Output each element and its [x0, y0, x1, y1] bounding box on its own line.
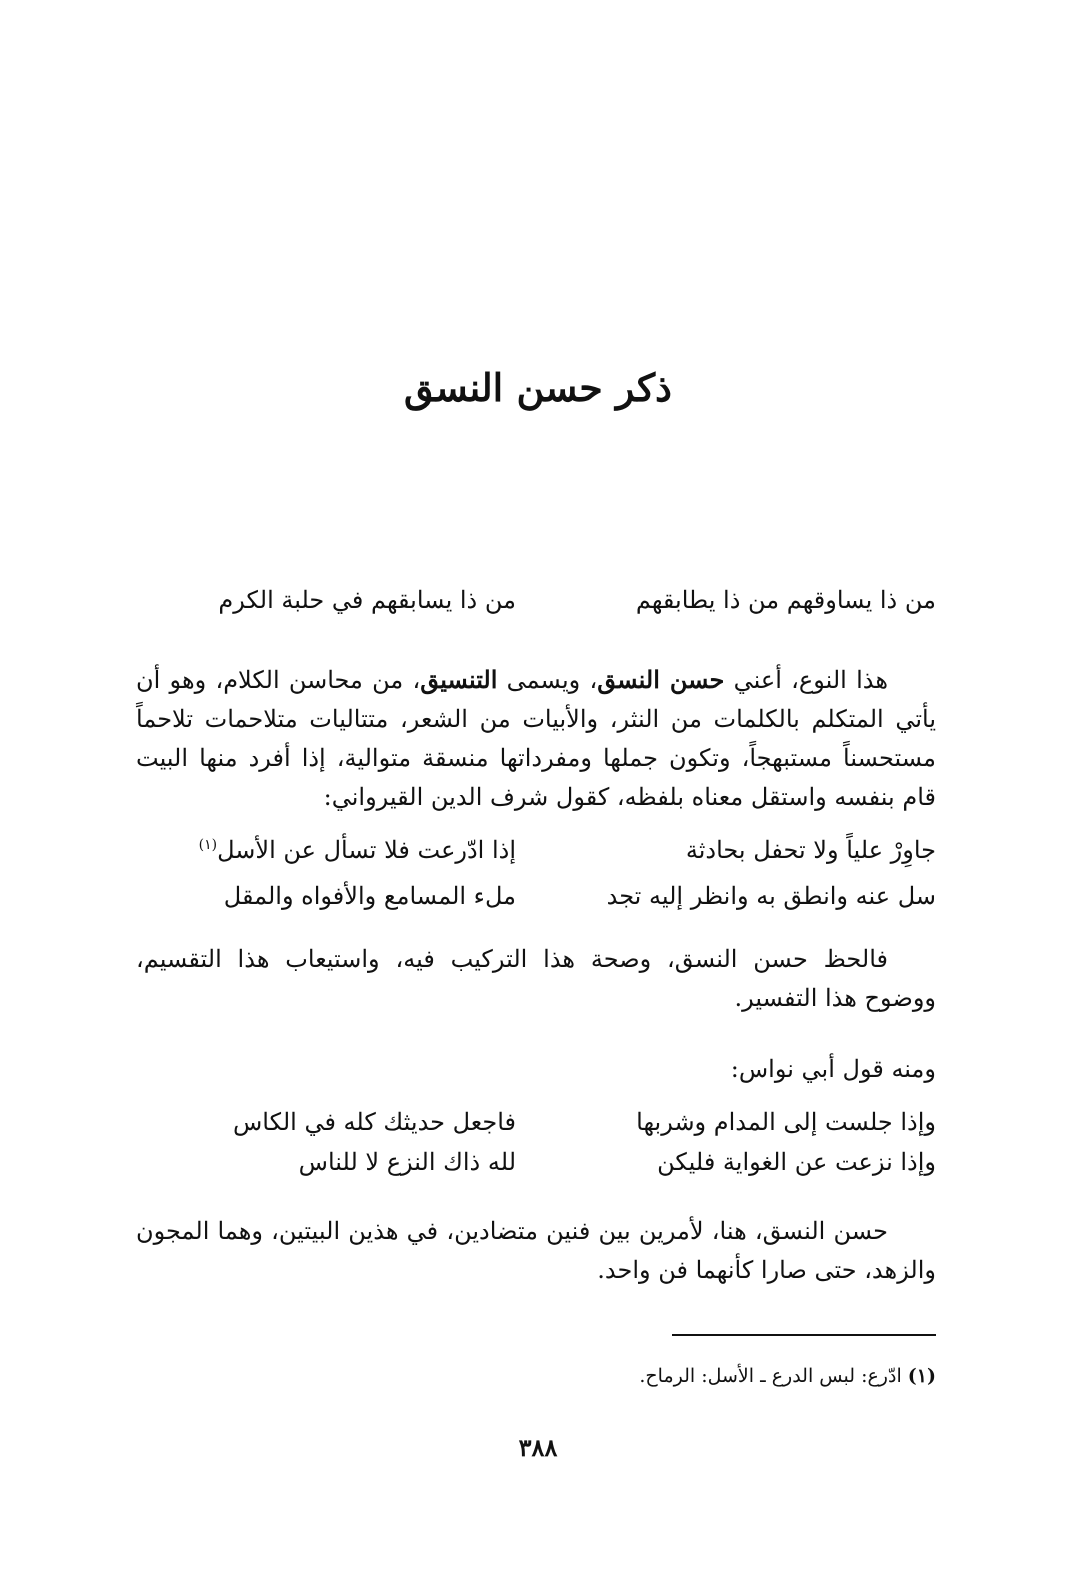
paragraph-2-text: فالحظ حسن النسق، وصحة هذا التركيب فيه، واستيعاب هذا التقسيم، ووضوح هذا التفسير. — [136, 945, 936, 1012]
term-husn-al-nasaq: حسن النسق — [597, 665, 725, 694]
footnote — [136, 1360, 936, 1392]
footnote-text: ادّرع: لبس الدرع ـ الأسل: الرماح. — [639, 1365, 902, 1387]
footnote-marker: (١) — [907, 1365, 936, 1387]
paragraph-4 — [136, 1212, 936, 1290]
verse-first-hemistich: وإذا جلست إلى المدام وشربها — [636, 1108, 936, 1136]
page-title: ذكر حسن النسق — [404, 365, 672, 410]
verse-second-hemistich: فاجعل حديثك كله في الكاس — [232, 1108, 516, 1136]
footnote-reference[interactable]: (١) — [198, 837, 218, 853]
verse-first-hemistich: وإذا نزعت عن الغواية فليكن — [657, 1148, 936, 1176]
paragraph-4-text: حسن النسق، هنا، لأمرين بين فنين متضادين، في هذين البيتين، وهما المجون والزهد، حتى صارا كأنهما فن واحد. — [136, 1217, 936, 1284]
poem-1-verse-2 — [136, 874, 936, 918]
poem-2-verse-1 — [136, 1100, 936, 1144]
verse-second-hemistich: لله ذاك النزع لا للناس — [298, 1148, 516, 1176]
verse-intro — [136, 578, 936, 622]
paragraph-1-part-1: هذا النوع، أعني — [724, 666, 888, 694]
verse-second-hemistich: ملء المسامع والأفواه والمقل — [223, 882, 516, 910]
paragraph-1-part-3: ، من محاسن الكلام، وهو أن يأتي المتكلم بالكلمات من النثر، والأبيات من الشعر، متتاليات متلاحمات تلاحماً مستحسناً مستبهجاً، وتكون جملها ومفرداتها منسقة متوالية، إذا أفرد منها البيت قام بنفسه واستقل معناه بلفظه، كقول شرف الدين القيرواني: — [136, 666, 936, 811]
paragraph-1-part-2: ، ويسمى — [497, 666, 598, 694]
paragraph-2 — [136, 940, 936, 1018]
paragraph-1 — [136, 660, 936, 817]
verse-second-hemistich: من ذا يسابقهم في حلبة الكرم — [218, 586, 516, 614]
verse-first-hemistich: سل عنه وانطق به وانظر إليه تجد — [606, 882, 936, 910]
verse-first-hemistich: من ذا يساوقهم من ذا يطابقهم — [635, 586, 936, 614]
verse-second-hemistich — [136, 828, 516, 872]
page-number: ٣٨٨ — [518, 1433, 558, 1462]
term-tansiq: التنسيق — [420, 665, 498, 694]
paragraph-3: ومنه قول أبي نواس: — [730, 1055, 936, 1083]
footnote-divider — [672, 1334, 936, 1336]
poem-2-verse-2 — [136, 1140, 936, 1184]
verse-first-hemistich: جاوِرْ علياً ولا تحفل بحادثة — [685, 836, 936, 864]
poem-1-verse-1 — [136, 828, 936, 872]
verse-second-text: إذا ادّرعت فلا تسأل عن الأسل — [217, 836, 516, 864]
